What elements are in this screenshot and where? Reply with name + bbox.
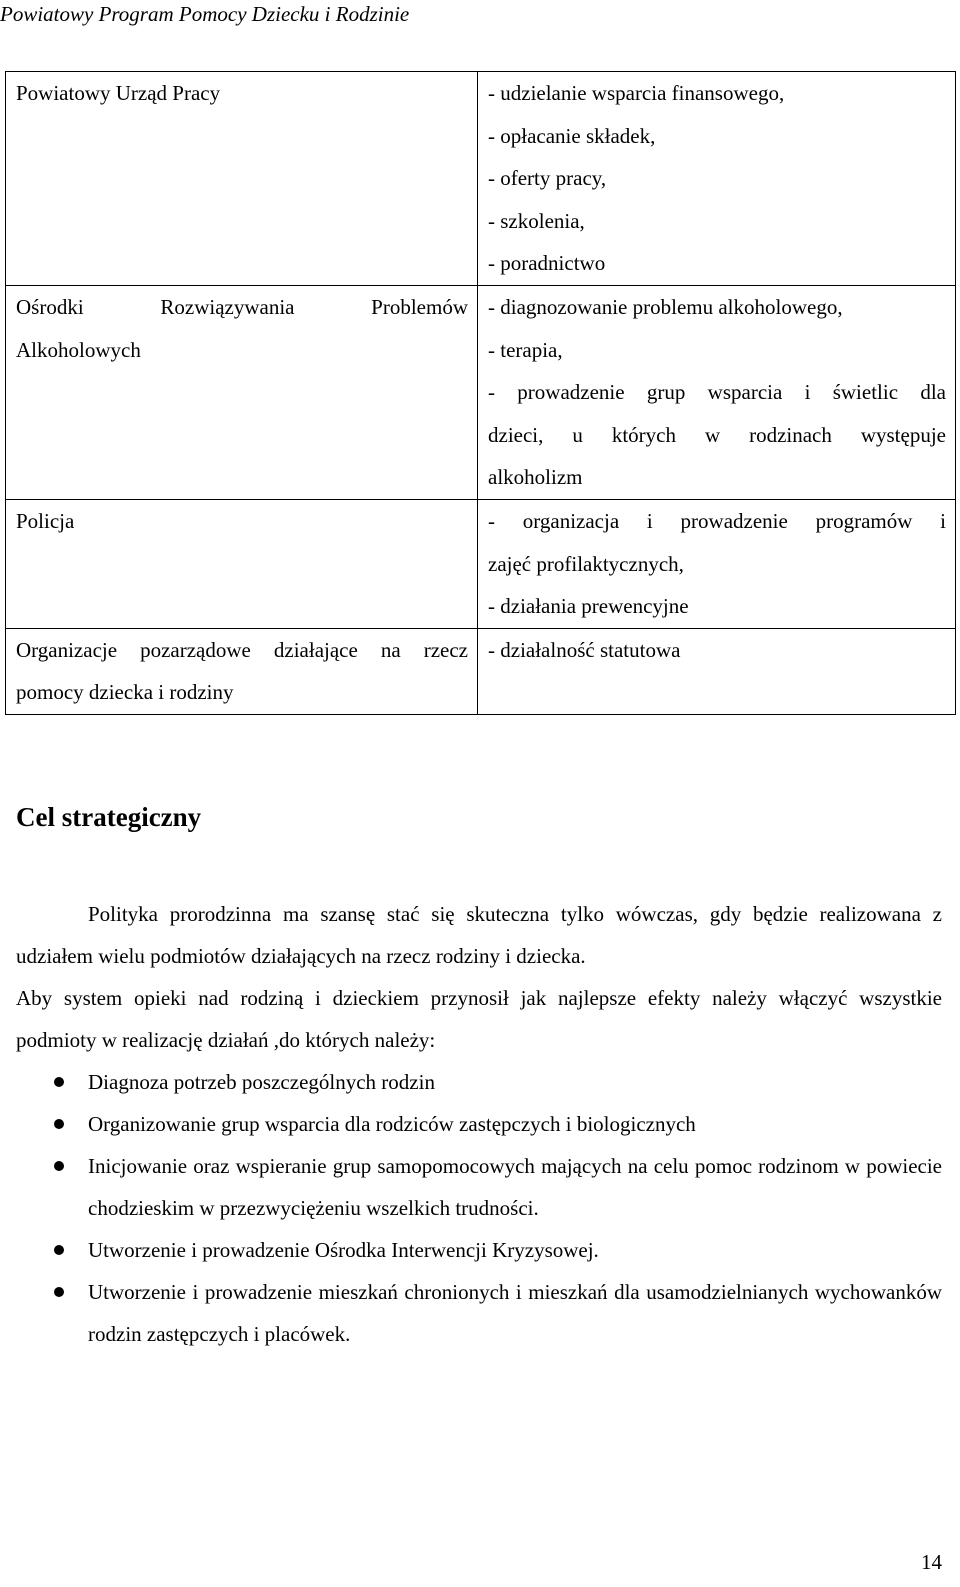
institution-cell (6, 285, 478, 499)
paragraph: Aby system opieki nad rodziną i dzieckiem przynosił jak najlepsze efekty należy włączyć wszystkie podmioty w realizację działań ,do których należy: (16, 986, 942, 1052)
task-line: alkoholizm (488, 465, 583, 490)
table-row (6, 285, 956, 499)
page-header-title: Powiatowy Program Pomocy Dziecku i Rodzinie (0, 2, 410, 26)
task-line: - udzielanie wsparcia finansowego, (488, 81, 785, 105)
bullet-icon (54, 1077, 64, 1087)
tasks-cell (478, 285, 956, 499)
institution-name-line: Alkoholowych (16, 337, 141, 362)
list-item-text: Inicjowanie oraz wspieranie grup samopomocowych mających na celu pomoc rodzinom w powiecie chodzieskim w przezwyciężeniu wszelkich trudności. (88, 1154, 942, 1220)
section-heading: Cel strategiczny (16, 802, 202, 832)
bullet-icon (54, 1287, 64, 1297)
institutions-table (5, 71, 956, 715)
task-line: - organizacja i prowadzenie programów i (488, 508, 946, 533)
task-line: - oferty pracy, (488, 166, 607, 191)
bullet-icon (54, 1245, 64, 1255)
page-number: 14 (921, 1550, 942, 1574)
bullet-list (16, 1061, 942, 1355)
institution-name-line: Organizacje pozarządowe działające na rzecz (16, 637, 468, 662)
task-line: - szkolenia, (488, 208, 585, 233)
institution-cell (6, 72, 478, 286)
institution-name-line: Ośrodki Rozwiązywania Problemów (16, 294, 468, 319)
institution-name-line: Powiatowy Urząd Pracy (16, 81, 221, 105)
list-item (16, 1229, 942, 1271)
list-item-text: Diagnoza potrzeb poszczególnych rodzin (88, 1070, 435, 1094)
task-line: - prowadzenie grup wsparcia i świetlic dla (488, 380, 946, 405)
list-item (16, 1103, 942, 1145)
section-body (16, 893, 942, 1355)
tasks-cell (478, 72, 956, 286)
list-item (16, 1271, 942, 1355)
list-item-text: Utworzenie i prowadzenie Ośrodka Interwencji Kryzysowej. (88, 1238, 599, 1262)
paragraph: Polityka prorodzinna ma szansę stać się skuteczna tylko wówczas, gdy będzie realizowana z udziałem wielu podmiotów działających na rzecz rodziny i dziecka. (16, 902, 942, 968)
task-line: - działalność statutowa (488, 637, 681, 662)
list-item (16, 1061, 942, 1103)
bullet-icon (54, 1161, 64, 1171)
institution-cell (6, 499, 478, 628)
task-line: dzieci, u których w rodzinach występuje (488, 422, 946, 447)
table-row (6, 72, 956, 286)
institution-name-line: pomocy dziecka i rodziny (16, 680, 234, 705)
institution-cell (6, 628, 478, 714)
list-item (16, 1145, 942, 1229)
list-item-text: Utworzenie i prowadzenie mieszkań chronionych i mieszkań dla usamodzielnianych wychowanków rodzin zastępczych i placówek. (88, 1280, 942, 1346)
task-line: - diagnozowanie problemu alkoholowego, (488, 294, 843, 319)
tasks-cell (478, 628, 956, 714)
task-line: - działania prewencyjne (488, 594, 689, 619)
tasks-cell (478, 499, 956, 628)
task-line: zajęć profilaktycznych, (488, 551, 684, 576)
task-line: - opłacanie składek, (488, 123, 656, 148)
table-row (6, 628, 956, 714)
table-row (6, 499, 956, 628)
list-item-text: Organizowanie grup wsparcia dla rodziców zastępczych i biologicznych (88, 1112, 696, 1136)
task-line: - poradnictwo (488, 251, 606, 276)
institution-name-line: Policja (16, 508, 75, 533)
bullet-icon (54, 1119, 64, 1129)
task-line: - terapia, (488, 337, 563, 362)
